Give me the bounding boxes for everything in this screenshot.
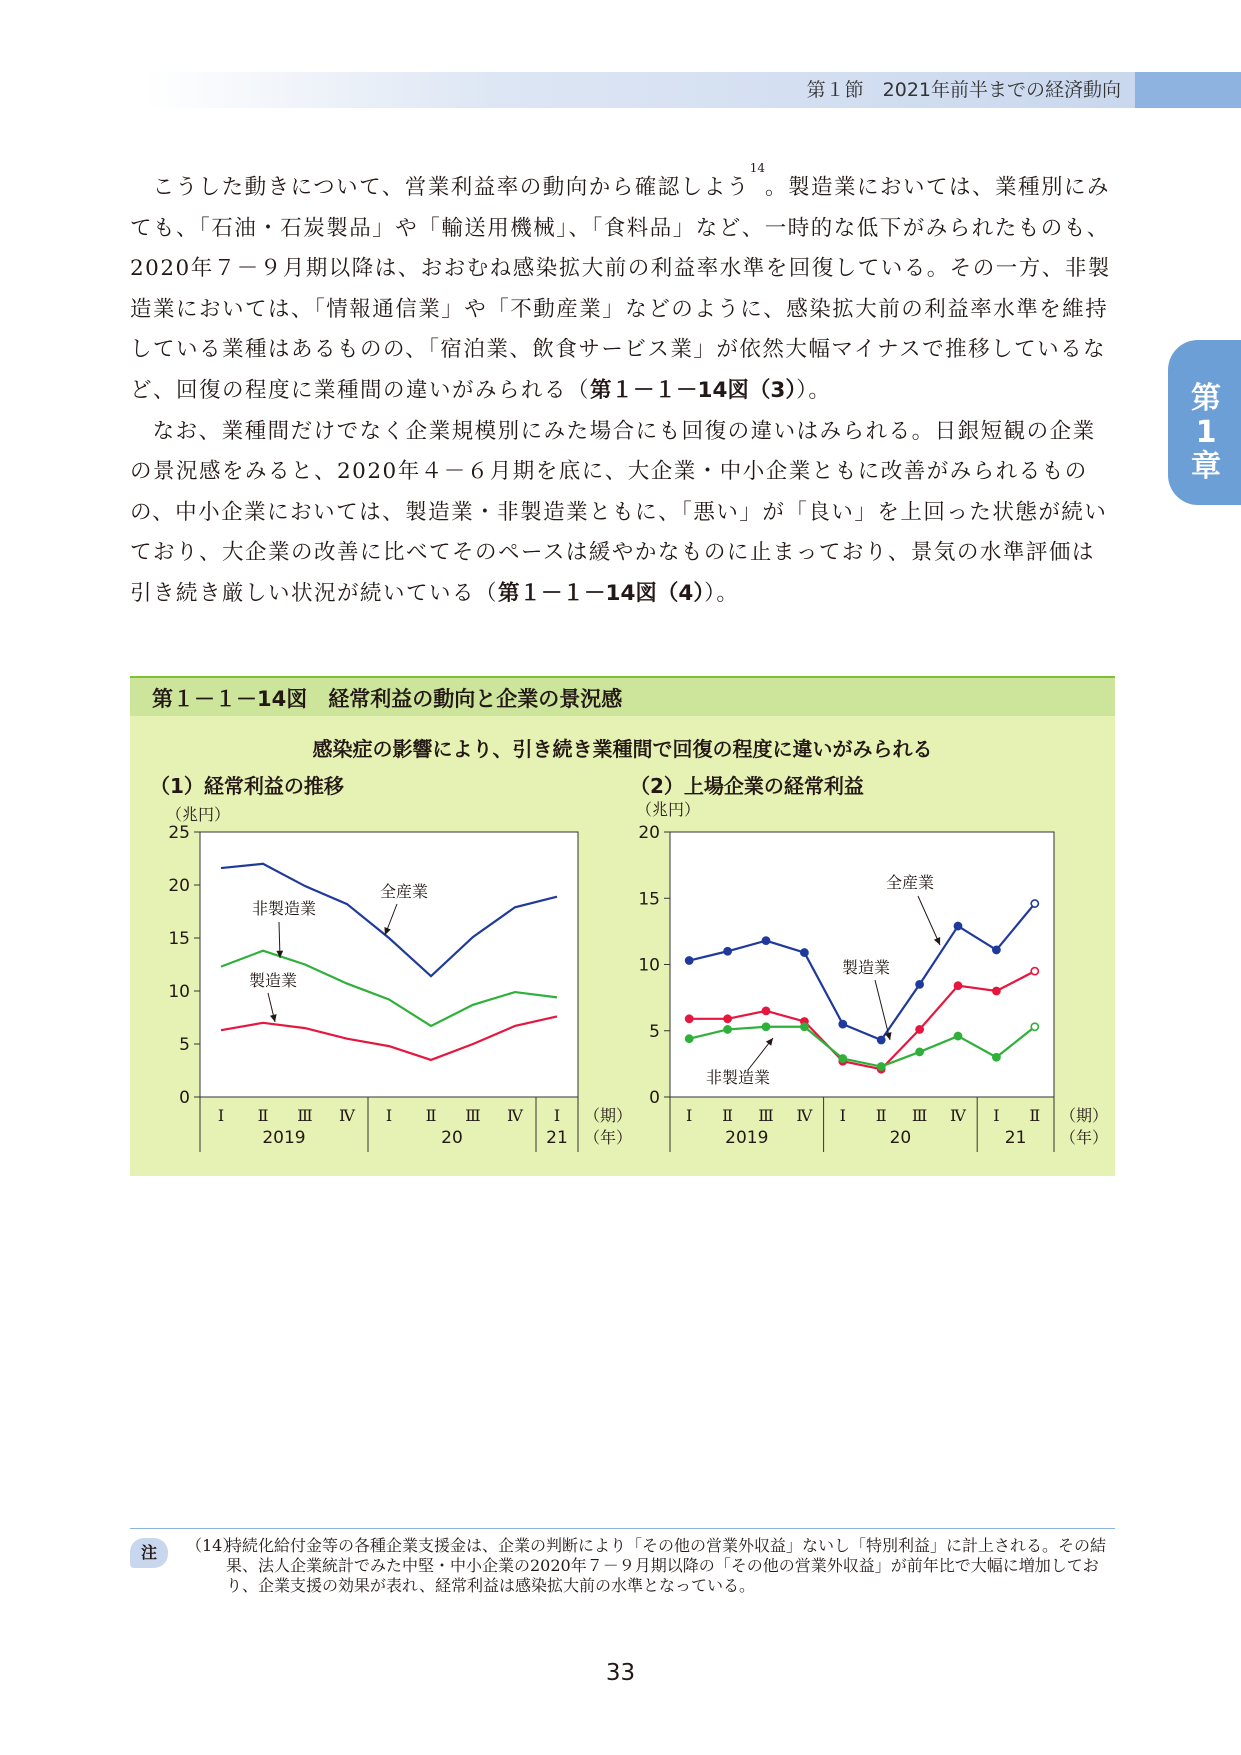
data-point	[1031, 1023, 1038, 1030]
data-point	[762, 1023, 769, 1030]
x-tick-label: Ⅳ	[339, 1106, 355, 1125]
x-tick-label: Ⅱ	[722, 1106, 734, 1125]
series-label-non-manufacturing: 非製造業	[705, 1068, 771, 1087]
x-year-label: 21	[1004, 1128, 1027, 1148]
x-tick-label: Ⅲ	[465, 1106, 481, 1125]
data-point	[762, 937, 769, 944]
x-tick-label: Ⅱ	[425, 1106, 437, 1125]
y-tick-label: 10	[638, 955, 660, 976]
y-tick-label: 20	[638, 823, 660, 843]
data-point	[801, 1023, 808, 1030]
x-tick-label: Ⅱ	[875, 1106, 887, 1125]
y-tick-label: 0	[649, 1088, 660, 1108]
figure-ref: 第１－１－14図（3）	[590, 377, 797, 403]
data-point	[993, 946, 1000, 953]
data-point	[724, 1026, 731, 1033]
x-tick-label: Ⅲ	[758, 1106, 774, 1125]
data-point	[993, 987, 1000, 994]
y-tick-label: 25	[168, 823, 190, 843]
x-tick-label: Ⅲ	[297, 1106, 313, 1125]
page-number: 33	[605, 1660, 636, 1686]
series-label-all-industry: 全産業	[379, 882, 429, 901]
x-tick-label: Ⅳ	[507, 1106, 523, 1125]
x-axis-unit-period: （期）	[584, 1106, 633, 1125]
x-tick-label: Ⅰ	[686, 1106, 693, 1125]
data-point	[878, 1063, 885, 1070]
text-run: ）。	[704, 580, 740, 606]
x-axis-unit-period: （期）	[1060, 1106, 1109, 1125]
x-tick-label: Ⅳ	[796, 1106, 813, 1125]
x-tick-label: Ⅳ	[950, 1106, 966, 1125]
data-point	[954, 982, 961, 989]
footnote-ref: 14	[749, 161, 765, 175]
x-tick-label: Ⅰ	[217, 1106, 225, 1125]
text-run: 。製造業においては、業種別にみても、「石油・石炭製品」や「輸送用機械」、「食料品」など、一時的な低下がみられたものも、2020年７－９月期以降は、おおむね感染拡大前の利益率水準を回復している。その一方、非製造業においては、「情報通信業」や「不動産業」などのように、感染拡大前の利益率水準を維持している業種はあるものの、「宿泊業、飲食サービス業」が依然大幅マイナスで推移しているなど、回復の程度に業種間の違いがみられる（	[130, 175, 1111, 403]
data-point	[686, 957, 693, 964]
y-tick-label: 15	[168, 929, 190, 949]
footnote-text: 持続化給付金等の各種企業支援金は、企業の判断により「その他の営業外収益」ないし「特別利益」に計上される。その結果、法人企業統計でみた中堅・中小企業の2020年７－９月期以降の「その他の営業外収益」が前年比で大幅に増加しており、企業支援の効果が表れ、経常利益は感染拡大前の水準となっている。	[226, 1536, 1107, 1595]
data-point	[916, 981, 923, 988]
y-tick-label: 10	[168, 982, 190, 1002]
x-tick-label: Ⅱ	[1029, 1106, 1041, 1125]
data-point	[801, 949, 808, 956]
figure-title: 第１－１－14図 経常利益の動向と企業の景況感	[152, 687, 623, 711]
note-badge: 注	[130, 1538, 168, 1568]
text-run: なお、業種間だけでなく企業規模別にみた場合にも回復の違いはみられる。日銀短観の企業の景況感をみると、2020年４－６月期を底に、大企業・中小企業ともに改善がみられるものの、中小企業においては、製造業・非製造業ともに、「悪い」が「良い」を上回った状態が続いており、大企業の改善に比べてそのペースは緩やかなものに止まっており、景気の水準評価は引き続き厳しい状況が続いている（	[130, 418, 1108, 606]
running-header-title: 第１節 2021年前半までの経済動向	[806, 79, 1121, 101]
y-axis-unit: （兆円）	[165, 805, 231, 824]
data-point	[878, 1036, 885, 1043]
y-tick-label: 0	[179, 1088, 190, 1108]
note-divider	[130, 1528, 1115, 1529]
x-year-label: 21	[546, 1128, 568, 1148]
data-point	[686, 1015, 693, 1022]
x-tick-label: Ⅲ	[911, 1106, 928, 1125]
panel-title-1: （1）経常利益の推移	[150, 774, 344, 798]
text-run: ）。	[796, 377, 832, 403]
chapter-tab-label: 第	[1191, 381, 1221, 416]
footnote	[186, 1536, 1116, 1596]
footnote-number: （14）	[186, 1536, 239, 1555]
text-run: こうした動きについて、営業利益率の動向から確認しよう	[152, 175, 750, 200]
data-point	[954, 922, 961, 929]
x-axis-unit-year: （年）	[1060, 1128, 1109, 1147]
data-point	[1031, 900, 1038, 907]
x-year-label: 20	[441, 1128, 463, 1148]
data-point	[762, 1007, 769, 1014]
y-tick-label: 5	[649, 1021, 660, 1042]
chart-listed-profit	[636, 800, 1108, 1152]
x-tick-label: Ⅰ	[553, 1106, 561, 1125]
data-point	[1031, 968, 1038, 975]
x-year-label: 2019	[262, 1128, 306, 1148]
y-tick-label: 15	[638, 889, 660, 910]
x-year-label: 20	[889, 1128, 912, 1148]
data-point	[724, 1015, 731, 1022]
data-point	[839, 1021, 846, 1028]
plot-area	[200, 832, 578, 1097]
y-tick-label: 20	[168, 876, 190, 896]
chapter-tab-label: 章	[1191, 449, 1221, 484]
series-label-manufacturing: 製造業	[248, 971, 298, 990]
y-axis-unit: （兆円）	[635, 800, 701, 819]
chart-economy-profit	[166, 805, 632, 1152]
x-year-label: 2019	[725, 1128, 769, 1148]
series-label-all-industry: 全産業	[885, 873, 935, 892]
data-point	[839, 1055, 846, 1062]
x-axis-unit-year: （年）	[584, 1128, 633, 1147]
data-point	[993, 1054, 1000, 1061]
y-tick-label: 5	[179, 1035, 190, 1055]
x-tick-label: Ⅱ	[257, 1106, 269, 1125]
data-point	[916, 1026, 923, 1033]
data-point	[686, 1035, 693, 1042]
x-tick-label: Ⅰ	[839, 1106, 846, 1125]
x-tick-label: Ⅰ	[993, 1106, 1000, 1125]
series-label-non-manufacturing: 非製造業	[251, 899, 317, 918]
data-point	[724, 948, 731, 955]
figure-subtitle: 感染症の影響により、引き続き業種間で回復の程度に違いがみられる	[312, 737, 933, 761]
data-point	[954, 1032, 961, 1039]
figure-ref: 第１－１－14図（4）	[498, 580, 705, 606]
x-tick-label: Ⅰ	[385, 1106, 393, 1125]
chapter-tab-number: 1	[1195, 415, 1217, 450]
data-point	[916, 1048, 923, 1055]
series-label-manufacturing: 製造業	[841, 958, 891, 977]
panel-title-2: （2）上場企業の経常利益	[630, 774, 864, 798]
